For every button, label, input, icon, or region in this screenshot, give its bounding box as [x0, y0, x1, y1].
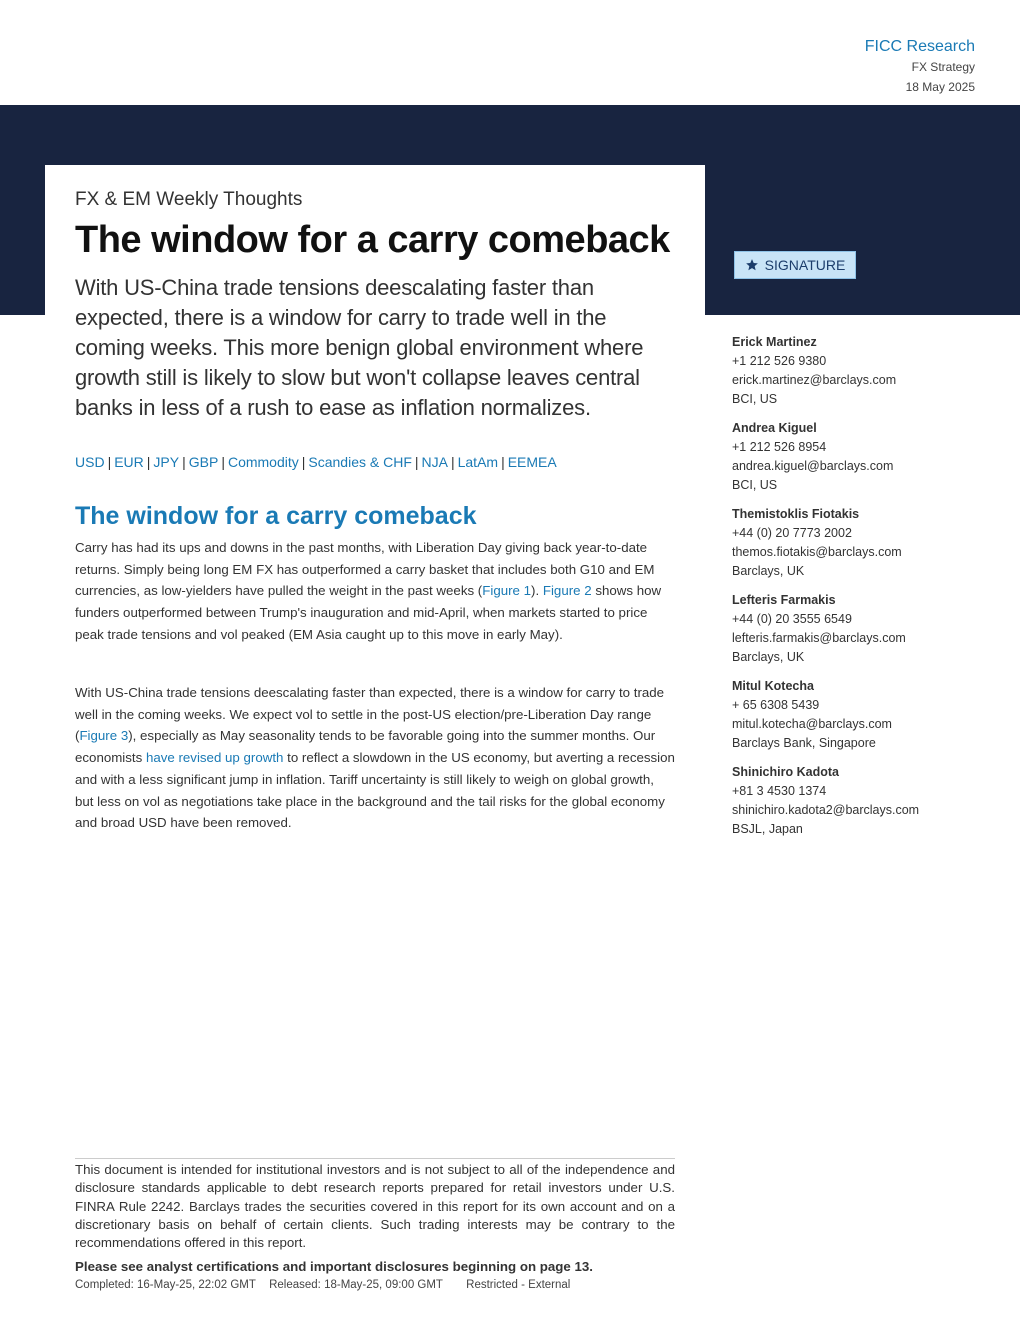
analyst-name: Erick Martinez: [732, 335, 817, 349]
signature-label: SIGNATURE: [764, 257, 846, 273]
revised-growth-link[interactable]: have revised up growth: [145, 750, 284, 766]
tag-eemea[interactable]: EEMEA: [507, 454, 557, 470]
analyst-phone: +1 212 526 8954: [732, 440, 827, 454]
analyst-email[interactable]: lefteris.farmakis@barclays.com: [732, 631, 906, 645]
analyst-name: Lefteris Farmakis: [732, 593, 836, 607]
analyst-card: [732, 419, 982, 495]
analyst-card: [732, 333, 982, 409]
analyst-phone: +81 3 4530 1374: [732, 784, 827, 798]
tag-separator: |: [301, 454, 306, 470]
tag-scandies-chf[interactable]: Scandies & CHF: [308, 454, 412, 470]
tag-separator: |: [450, 454, 455, 470]
signature-badge: [734, 251, 856, 279]
analyst-entity: Barclays, UK: [732, 564, 805, 578]
analyst-card: [732, 677, 982, 753]
series-name: FX & EM Weekly Thoughts: [75, 189, 303, 210]
figure-1-link[interactable]: Figure 1: [482, 583, 532, 599]
analyst-email[interactable]: mitul.kotecha@barclays.com: [732, 717, 892, 731]
page-title: The window for a carry comeback: [75, 219, 670, 261]
analyst-card: [732, 763, 982, 839]
analyst-entity: BCI, US: [732, 478, 778, 492]
analyst-email[interactable]: andrea.kiguel@barclays.com: [732, 459, 894, 473]
analyst-entity: Barclays Bank, Singapore: [732, 736, 876, 750]
body-paragraph-2: [75, 682, 675, 834]
report-date: 18 May 2025: [905, 80, 975, 94]
disclaimer-text: This document is intended for institutional investors and is not subject to all of the independence and disclosure standards applicable to debt research reports prepared for retail investors under U.S. FINRA Rule 2242. Barclays trades the securities covered in this report for its own account and on a discretionary basis on behalf of certain clients. Such trading interests may be contrary to the recommendations offered in this report.: [75, 1162, 675, 1251]
strategy-label: FX Strategy: [911, 60, 975, 74]
section-title: The window for a carry comeback: [75, 502, 477, 530]
tag-usd[interactable]: USD: [75, 454, 105, 470]
analyst-entity: Barclays, UK: [732, 650, 805, 664]
tag-separator: |: [501, 454, 505, 470]
analyst-phone: +44 (0) 20 7773 2002: [732, 526, 852, 540]
tag-separator: |: [414, 454, 419, 470]
analyst-name: Mitul Kotecha: [732, 679, 814, 693]
analyst-card: [732, 591, 982, 667]
released-timestamp: Released: 18-May-25, 09:00 GMT: [269, 1279, 443, 1291]
tag-eur[interactable]: EUR: [114, 454, 144, 470]
analyst-phone: +1 212 526 9380: [732, 354, 827, 368]
paragraph-text: ).: [531, 583, 543, 599]
analyst-phone: +44 (0) 20 3555 6549: [732, 612, 852, 626]
report-meta: [75, 1276, 580, 1294]
tag-separator: |: [182, 454, 186, 470]
analyst-phone: + 65 6308 5439: [732, 698, 820, 712]
paragraph-text: to reflect a slowdown in the US economy, but averting a recession and with a less significant jump in inflation. Tariff uncertainty is still likely to weigh on global growth, but less on vol as negotiations take place in the background and the tail risks for the global economy and broad USD have been removed.: [75, 750, 675, 831]
analyst-name: Andrea Kiguel: [732, 421, 817, 435]
paragraph-text: Carry has had its ups and downs in the past months, with Liberation Day giving back year-to-date returns. Simply being long EM FX has outperformed a carry basket that includes both G10 and EM currencies, as low-yielders have pulled the weight in the past weeks (: [75, 540, 655, 599]
analyst-email[interactable]: themos.fiotakis@barclays.com: [732, 545, 902, 559]
analyst-email[interactable]: shinichiro.kadota2@barclays.com: [732, 803, 920, 817]
report-header: [865, 37, 975, 97]
disclosures-note: Please see analyst certifications and important disclosures beginning on page 13.: [75, 1259, 593, 1274]
department-label: FICC Research: [864, 38, 975, 55]
analyst-name: Shinichiro Kadota: [732, 765, 839, 779]
tag-nja[interactable]: NJA: [421, 454, 448, 470]
star-icon: [745, 258, 759, 272]
paragraph-text: shows how funders outperformed between Trump's inauguration and mid-April, when markets started to price peak trade tensions and vol peaked (EM Asia caught up to this move in early May).: [75, 583, 662, 642]
summary-text: With US-China trade tensions deescalating faster than expected, there is a window for carry to trade well in the coming weeks. This more benign global environment where growth still is likely to slow but won't collapse leaves central banks in less of a rush to ease as inflation normalizes.: [75, 275, 644, 420]
topic-tags: [75, 452, 557, 472]
tag-latam[interactable]: LatAm: [457, 454, 499, 470]
footer-divider: [75, 1158, 675, 1159]
figure-2-link[interactable]: Figure 2: [542, 583, 592, 599]
tag-commodity[interactable]: Commodity: [227, 454, 299, 470]
tag-separator: |: [107, 454, 112, 470]
analyst-entity: BCI, US: [732, 392, 778, 406]
analyst-card: [732, 505, 982, 581]
paragraph-text: ), especially as May seasonality tends to be favorable going into the summer months. Our economists: [75, 728, 656, 766]
figure-3-link[interactable]: Figure 3: [79, 728, 129, 744]
tag-separator: |: [146, 454, 151, 470]
completed-timestamp: Completed: 16-May-25, 22:02 GMT: [75, 1279, 256, 1291]
tag-separator: |: [221, 454, 225, 470]
paragraph-text: With US-China trade tensions deescalating faster than expected, there is a window for carry to trade well in the coming weeks. We expect vol to settle in the post-US election/pre-Liberation Day range (: [75, 685, 665, 744]
analyst-list: [732, 333, 982, 849]
tag-gbp[interactable]: GBP: [188, 454, 219, 470]
restriction-label: Restricted - External: [466, 1279, 571, 1291]
analyst-name: Themistoklis Fiotakis: [732, 507, 860, 521]
analyst-email[interactable]: erick.martinez@barclays.com: [732, 373, 897, 387]
tag-jpy[interactable]: JPY: [153, 454, 180, 470]
body-paragraph-1: [75, 537, 675, 646]
analyst-entity: BSJL, Japan: [732, 822, 803, 836]
